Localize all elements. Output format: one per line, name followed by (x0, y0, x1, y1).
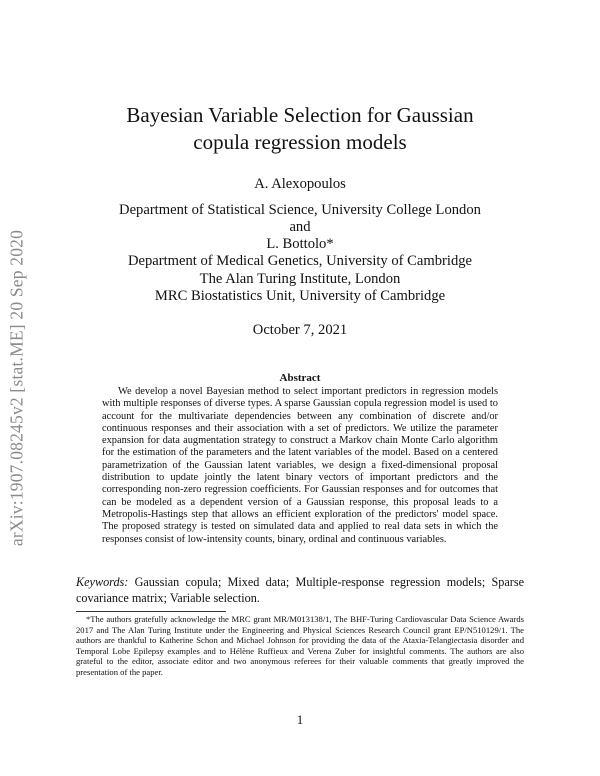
affiliation-1: Department of Statistical Science, University College London (119, 202, 481, 218)
footnote-rule (76, 611, 226, 612)
paper-title (0, 102, 600, 156)
keywords (76, 575, 524, 606)
abstract-body: We develop a novel Bayesian method to select important predictors in regression models with multiple responses of diverse types. A sparse Gaussian copula regression model is used to account for the multivariate dependencies between any combination of discrete and/or continuous responses and their association with a set of predictors. We utilize the parameter expansion for data augmentation strategy to construct a Markov chain Monte Carlo algorithm for the estimation of the parameters and the latent variables of the model. Based on a centered parametrization of the Gaussian latent variables, we design a fixed-dimensional proposal distribution to update jointly the latent binary vectors of important predictors and the corresponding non-zero regression coefficients. For Gaussian responses and for outcomes that can be modeled as a dependent version of a Gaussian response, this proposal leads to a Metropolis-Hastings step that allows an efficient exploration of the predictors' model space. The proposed strategy is tested on simulated data and applied to real data sets in which the responses consist of low-intensity counts, binary, ordinal and continuous variables. (102, 386, 498, 545)
author-2: L. Bottolo* (266, 236, 334, 252)
page-number: 1 (296, 712, 304, 727)
keywords-label: Keywords: (76, 575, 129, 589)
author-1: A. Alexopoulos (254, 176, 346, 192)
paper-date: October 7, 2021 (252, 322, 348, 338)
paper-title-line-1: Bayesian Variable Selection for Gaussian (126, 103, 474, 127)
keywords-text: Gaussian copula; Mixed data; Multiple-response regression models; Sparse covariance matrix; Variable selection. (76, 575, 524, 605)
affiliation-2-line-1: Department of Medical Genetics, University of Cambridge (127, 253, 473, 269)
abstract-heading: Abstract (279, 372, 321, 384)
affiliation-2-line-3: MRC Biostatistics Unit, University of Cambridge (154, 288, 446, 304)
acknowledgement-footnote: *The authors gratefully acknowledge the MRC grant MR/M013138/1, The BHF-Turing Cardiovascular Data Science Awards 2017 and The Alan Turing Institute under the Engineering and Physical Sciences Research Council grant EP/N510129/1. The authors are thankful to Katherine Schon and Michael Johnson for providing the data of the Ataxia-Telangiectasia disorder and Temporal Lobe Epilepsy examples and to Hélène Ruffieux and Verena Zuber for insightful comments. The authors are also grateful to the editor, associate editor and two anonymous referees for their valuable comments that greatly improved the presentation of the paper. (76, 614, 524, 677)
paper-title-line-2: copula regression models (193, 130, 407, 154)
arxiv-identifier-stamp: arXiv:1907.08245v2 [stat.ME] 20 Sep 2020 (6, 229, 27, 547)
affiliation-2-line-2: The Alan Turing Institute, London (199, 271, 401, 287)
author-separator: and (289, 219, 311, 235)
